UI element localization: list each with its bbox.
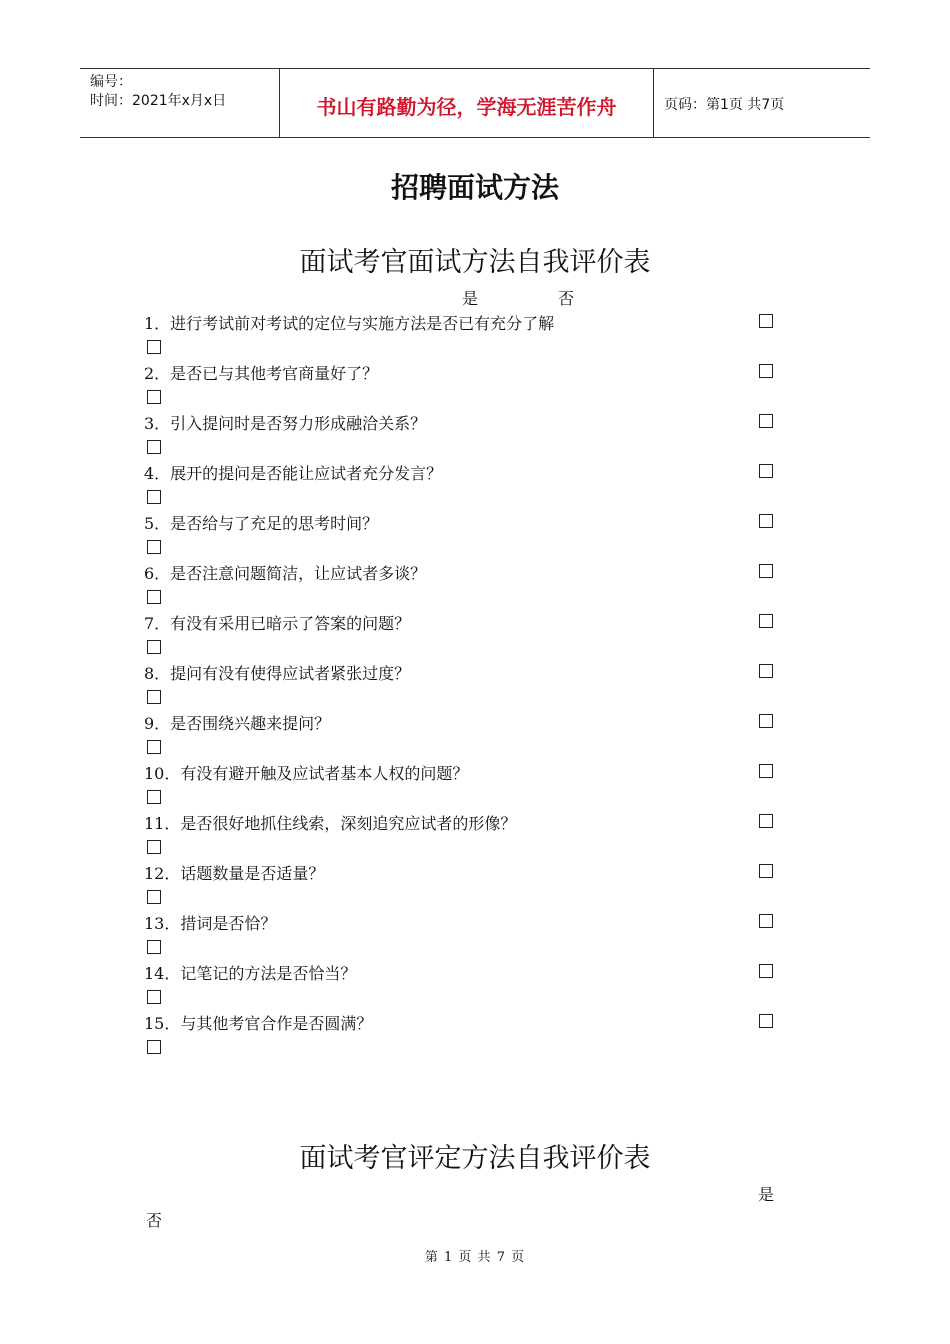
header-meta: [80, 69, 280, 137]
question-text: 10．有没有避开触及应试者基本人权的问题？: [144, 764, 469, 783]
number-label: 编号：: [90, 74, 132, 90]
no-checkbox[interactable]: [147, 340, 161, 354]
yes-checkbox[interactable]: [759, 314, 773, 328]
question-item: [144, 908, 784, 958]
question-text: 1．进行考试前对考试的定位与实施方法是否已有充分了解: [144, 314, 555, 333]
yes-checkbox[interactable]: [759, 764, 773, 778]
question-text: 7．有没有采用已暗示了答案的问题？: [144, 614, 411, 633]
question-text: 14．记笔记的方法是否恰当？: [144, 964, 357, 983]
document-title: 招聘面试方法: [390, 171, 559, 204]
question-item: [144, 808, 784, 858]
question-text: 2．是否已与其他考官商量好了？: [144, 364, 379, 383]
question-item: [144, 308, 784, 358]
section2-no-header: 否: [146, 1211, 163, 1230]
no-checkbox[interactable]: [147, 440, 161, 454]
question-item: [144, 858, 784, 908]
question-text: 9．是否围绕兴趣来提问？: [144, 714, 331, 733]
yes-checkbox[interactable]: [759, 414, 773, 428]
time-label: 时间：2021年x月x日: [90, 93, 227, 109]
no-checkbox[interactable]: [147, 690, 161, 704]
yes-checkbox[interactable]: [759, 914, 773, 928]
no-checkbox[interactable]: [147, 640, 161, 654]
page-footer: 第 1 页 共 7 页: [424, 1250, 526, 1265]
yes-checkbox[interactable]: [759, 664, 773, 678]
no-checkbox[interactable]: [147, 990, 161, 1004]
question-item: [144, 508, 784, 558]
yes-checkbox[interactable]: [759, 864, 773, 878]
yes-checkbox[interactable]: [759, 714, 773, 728]
yes-checkbox[interactable]: [759, 364, 773, 378]
no-checkbox[interactable]: [147, 540, 161, 554]
section1-title: 面试考官面试方法自我评价表: [299, 247, 651, 278]
header-motto: 书山有路勤为径，学海无涯苦作舟: [280, 69, 654, 137]
no-checkbox[interactable]: [147, 890, 161, 904]
question-text: 4．展开的提问是否能让应试者充分发言？: [144, 464, 443, 483]
question-text: 3．引入提问时是否努力形成融洽关系？: [144, 414, 427, 433]
question-list: [144, 308, 784, 1058]
question-item: [144, 958, 784, 1008]
question-text: 6．是否注意问题简洁，让应试者多谈？: [144, 564, 427, 583]
no-checkbox[interactable]: [147, 590, 161, 604]
question-item: [144, 408, 784, 458]
no-checkbox[interactable]: [147, 940, 161, 954]
document-header: [80, 68, 870, 138]
question-text: 8．提问有没有使得应试者紧张过度？: [144, 664, 411, 683]
no-checkbox[interactable]: [147, 1040, 161, 1054]
yes-checkbox[interactable]: [759, 514, 773, 528]
yes-checkbox[interactable]: [759, 564, 773, 578]
question-item: [144, 658, 784, 708]
section1-no-header: 否: [558, 289, 575, 308]
question-item: [144, 608, 784, 658]
no-checkbox[interactable]: [147, 490, 161, 504]
question-item: [144, 708, 784, 758]
header-page-info: 页码：第1页 共7页: [664, 97, 785, 113]
yes-checkbox[interactable]: [759, 964, 773, 978]
question-text: 5．是否给与了充足的思考时间？: [144, 514, 379, 533]
section1-yes-header: 是: [462, 289, 479, 308]
question-text: 13．措词是否恰？: [144, 914, 277, 933]
yes-checkbox[interactable]: [759, 1014, 773, 1028]
no-checkbox[interactable]: [147, 740, 161, 754]
question-text: 15．与其他考官合作是否圆满？: [144, 1014, 373, 1033]
question-item: [144, 758, 784, 808]
question-item: [144, 458, 784, 508]
yes-checkbox[interactable]: [759, 464, 773, 478]
section2-title: 面试考官评定方法自我评价表: [299, 1143, 651, 1174]
no-checkbox[interactable]: [147, 790, 161, 804]
question-text: 11．是否很好地抓住线索，深刻追究应试者的形像？: [144, 814, 517, 833]
yes-checkbox[interactable]: [759, 814, 773, 828]
no-checkbox[interactable]: [147, 390, 161, 404]
section2-yes-header: 是: [758, 1185, 775, 1204]
question-text: 12．话题数量是否适量？: [144, 864, 325, 883]
no-checkbox[interactable]: [147, 840, 161, 854]
question-item: [144, 1008, 784, 1058]
yes-checkbox[interactable]: [759, 614, 773, 628]
question-item: [144, 358, 784, 408]
question-item: [144, 558, 784, 608]
